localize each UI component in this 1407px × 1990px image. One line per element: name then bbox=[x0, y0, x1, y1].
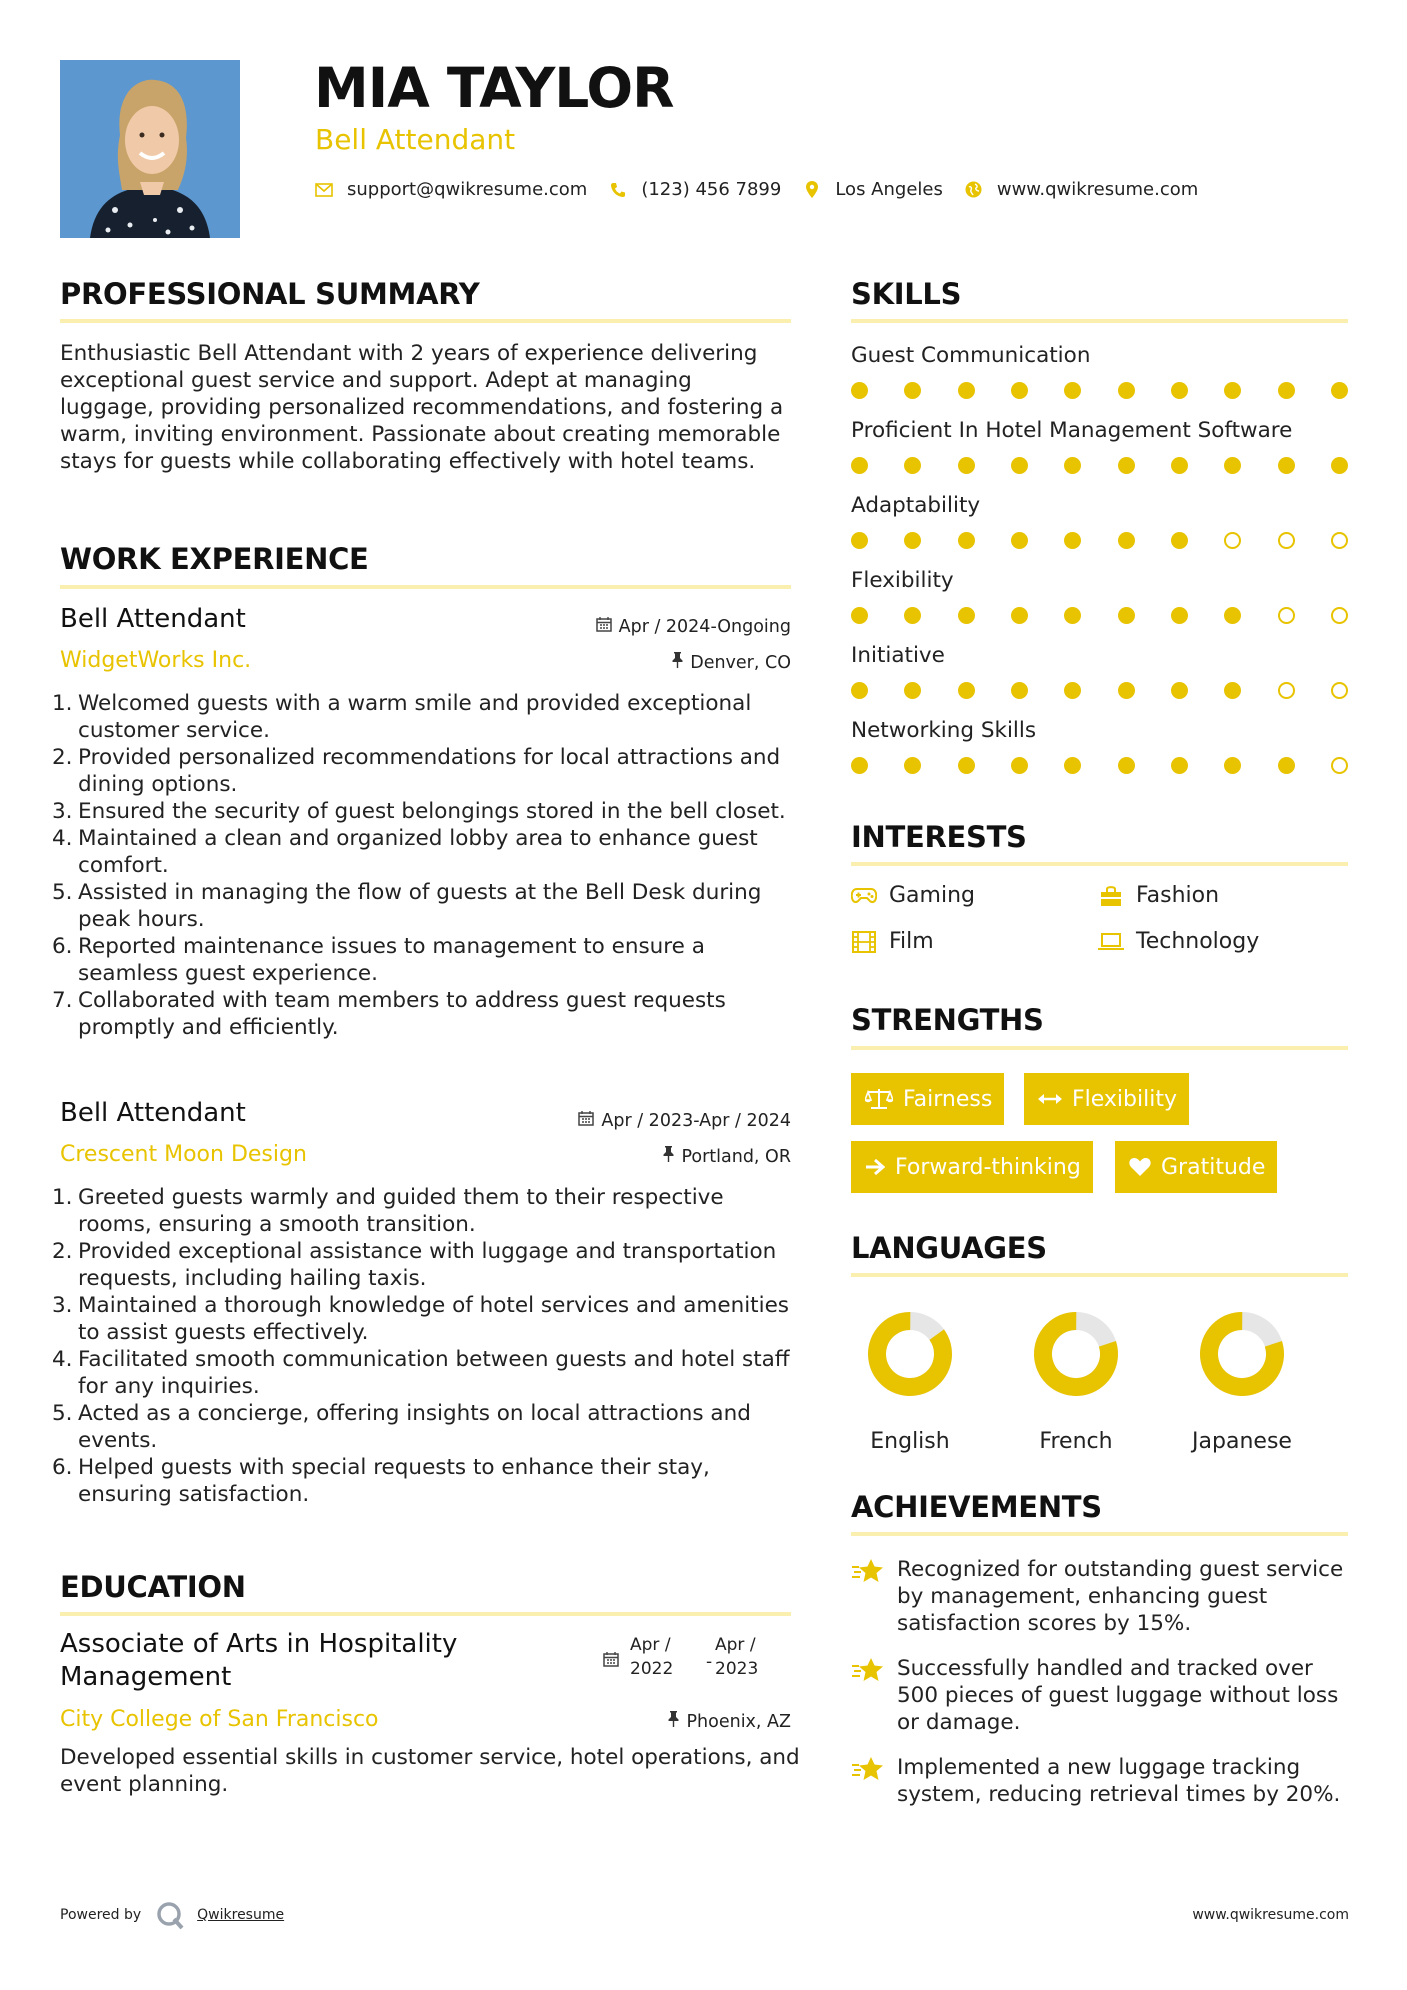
skill-rating bbox=[851, 682, 1348, 699]
rating-dot-filled bbox=[958, 532, 975, 549]
rating-dot-filled bbox=[958, 607, 975, 624]
strengths-heading: STRENGTHS bbox=[851, 1003, 1044, 1037]
rating-dot-empty bbox=[1278, 607, 1295, 624]
contact-phone[interactable] bbox=[609, 179, 781, 200]
job-title: Bell Attendant bbox=[60, 604, 246, 634]
job-date bbox=[596, 616, 791, 637]
contact-email[interactable] bbox=[315, 179, 587, 200]
rating-dot-filled bbox=[1171, 682, 1188, 699]
language-ring bbox=[1033, 1311, 1119, 1397]
rating-dot-filled bbox=[1118, 607, 1135, 624]
skill-name: Initiative bbox=[851, 643, 945, 668]
rating-dot-empty bbox=[1331, 532, 1348, 549]
job-title: Bell Attendant bbox=[60, 1098, 246, 1128]
rating-dot-filled bbox=[1224, 757, 1241, 774]
job-date-text: Apr / 2023-Apr / 2024 bbox=[601, 1110, 791, 1131]
rating-dot-filled bbox=[1171, 457, 1188, 474]
rating-dot-filled bbox=[1278, 382, 1295, 399]
rating-dot-filled bbox=[958, 682, 975, 699]
brand-link[interactable]: Qwikresume bbox=[197, 1907, 285, 1923]
arrows-horizontal-icon bbox=[1038, 1092, 1062, 1106]
profile-photo bbox=[60, 60, 240, 238]
job-company: WidgetWorks Inc. bbox=[60, 648, 252, 673]
phone-icon bbox=[609, 182, 627, 198]
job-location-text: Portland, OR bbox=[681, 1146, 791, 1167]
rating-dot-filled bbox=[904, 682, 921, 699]
contact-bar bbox=[315, 179, 1220, 200]
rating-dot-filled bbox=[904, 757, 921, 774]
rating-dot-filled bbox=[958, 757, 975, 774]
rating-dot-empty bbox=[1224, 532, 1241, 549]
rating-dot-filled bbox=[1331, 382, 1348, 399]
language-item bbox=[1001, 1311, 1151, 1454]
interests-heading: INTERESTS bbox=[851, 820, 1027, 854]
languages-rule bbox=[851, 1273, 1348, 1277]
date-separator: - bbox=[706, 1652, 713, 1672]
interest-gaming bbox=[851, 883, 975, 908]
rating-dot-filled bbox=[1064, 382, 1081, 399]
list-item: 7. Collaborated with team members to address guest requests promptly and efficiently. bbox=[52, 988, 726, 1040]
powered-by-label: Powered by bbox=[60, 1907, 142, 1923]
interest-film bbox=[851, 929, 934, 954]
job-date bbox=[578, 1110, 791, 1131]
rating-dot-filled bbox=[1278, 457, 1295, 474]
experience-heading: WORK EXPERIENCE bbox=[60, 542, 369, 576]
list-item: 1. Greeted guests warmly and guided them to their respective rooms, ensuring a smooth transition. bbox=[52, 1185, 724, 1237]
job-date-text: Apr / 2024-Ongoing bbox=[618, 616, 791, 637]
pushpin-icon bbox=[663, 1146, 674, 1167]
rating-dot-filled bbox=[851, 457, 868, 474]
map-pin-icon bbox=[803, 181, 821, 198]
language-item bbox=[835, 1311, 985, 1454]
rating-dot-filled bbox=[904, 382, 921, 399]
rating-dot-filled bbox=[851, 532, 868, 549]
rating-dot-filled bbox=[1278, 757, 1295, 774]
skill-rating bbox=[851, 382, 1348, 399]
rating-dot-filled bbox=[851, 382, 868, 399]
list-item: 3. Maintained a thorough knowledge of hotel services and amenities to assist guests effectively. bbox=[52, 1293, 790, 1345]
list-item: 2. Provided exceptional assistance with luggage and transportation requests, including hailing taxis. bbox=[52, 1239, 777, 1291]
achievement-item bbox=[851, 1556, 1351, 1637]
list-item: 2. Provided personalized recommendations for local attractions and dining options. bbox=[52, 745, 781, 797]
email-text: support@qwikresume.com bbox=[347, 179, 588, 200]
pushpin-icon bbox=[672, 652, 683, 673]
list-item: 4. Maintained a clean and organized lobby area to enhance guest comfort. bbox=[52, 826, 758, 878]
job-location bbox=[663, 1146, 791, 1167]
rating-dot-filled bbox=[1118, 382, 1135, 399]
calendar-icon bbox=[603, 1651, 619, 1671]
achievement-text: Recognized for outstanding guest service by management, enhancing guest satisfaction scores by 15%. bbox=[897, 1557, 1344, 1636]
job-location-text: Denver, CO bbox=[690, 652, 791, 673]
language-name: French bbox=[1039, 1429, 1113, 1454]
rating-dot-filled bbox=[904, 532, 921, 549]
language-item bbox=[1167, 1311, 1317, 1454]
skill-rating bbox=[851, 532, 1348, 549]
skill-name: Adaptability bbox=[851, 493, 981, 518]
language-ring bbox=[867, 1311, 953, 1397]
summary-rule bbox=[60, 319, 791, 323]
list-item: 4. Facilitated smooth communication between guests and hotel staff for any inquiries. bbox=[52, 1347, 790, 1399]
experience-rule bbox=[60, 585, 791, 589]
rating-dot-filled bbox=[1064, 757, 1081, 774]
rating-dot-empty bbox=[1331, 607, 1348, 624]
interest-label: Fashion bbox=[1136, 883, 1220, 908]
envelope-icon bbox=[315, 183, 333, 197]
rating-dot-filled bbox=[1118, 757, 1135, 774]
skill-rating bbox=[851, 607, 1348, 624]
rating-dot-filled bbox=[1331, 457, 1348, 474]
skill-rating bbox=[851, 757, 1348, 774]
rating-dot-empty bbox=[1331, 682, 1348, 699]
star-icon bbox=[851, 1655, 897, 1736]
list-item: 1. Welcomed guests with a warm smile and provided exceptional customer service. bbox=[52, 691, 752, 743]
rating-dot-filled bbox=[958, 382, 975, 399]
strength-label: Gratitude bbox=[1161, 1154, 1266, 1180]
rating-dot-filled bbox=[1224, 457, 1241, 474]
website-text: www.qwikresume.com bbox=[996, 179, 1199, 200]
arrow-right-icon bbox=[865, 1158, 885, 1176]
rating-dot-filled bbox=[1171, 382, 1188, 399]
education-heading: EDUCATION bbox=[60, 1570, 246, 1604]
school-location-text: Phoenix, AZ bbox=[686, 1711, 791, 1732]
languages-heading: LANGUAGES bbox=[851, 1231, 1047, 1265]
achievement-item bbox=[851, 1754, 1351, 1808]
contact-location bbox=[803, 179, 943, 200]
achievement-text: Successfully handled and tracked over 500 pieces of guest luggage without loss or damage. bbox=[897, 1656, 1339, 1735]
film-icon bbox=[851, 931, 877, 953]
rating-dot-filled bbox=[1011, 382, 1028, 399]
rating-dot-filled bbox=[904, 607, 921, 624]
phone-text: (123) 456 7899 bbox=[641, 179, 782, 200]
pushpin-icon bbox=[668, 1711, 679, 1732]
rating-dot-filled bbox=[958, 457, 975, 474]
footer-powered-by bbox=[60, 1900, 284, 1930]
skill-name: Flexibility bbox=[851, 568, 954, 593]
interests-rule bbox=[851, 862, 1348, 866]
candidate-role: Bell Attendant bbox=[315, 123, 516, 156]
strength-label: Flexibility bbox=[1072, 1086, 1177, 1112]
job-company: Crescent Moon Design bbox=[60, 1142, 307, 1167]
strength-label: Forward-thinking bbox=[895, 1154, 1081, 1180]
rating-dot-filled bbox=[1011, 607, 1028, 624]
strength-badge-fairness bbox=[851, 1073, 1004, 1125]
strengths-rule bbox=[851, 1046, 1348, 1050]
rating-dot-filled bbox=[1224, 607, 1241, 624]
qwikresume-logo-icon bbox=[155, 1900, 185, 1930]
calendar-icon bbox=[578, 1110, 594, 1131]
language-name: Japanese bbox=[1192, 1429, 1292, 1454]
bag-icon bbox=[1098, 885, 1124, 907]
strength-badge-gratitude bbox=[1115, 1141, 1277, 1193]
achievement-text: Implemented a new luggage tracking system, reducing retrieval times by 20%. bbox=[897, 1755, 1341, 1807]
rating-dot-filled bbox=[851, 682, 868, 699]
calendar-icon bbox=[596, 616, 612, 637]
skills-rule bbox=[851, 319, 1348, 323]
school-location bbox=[668, 1711, 791, 1732]
rating-dot-filled bbox=[1171, 607, 1188, 624]
rating-dot-filled bbox=[1064, 607, 1081, 624]
job-bullets bbox=[52, 690, 800, 1041]
rating-dot-empty bbox=[1278, 532, 1295, 549]
list-item: 6. Helped guests with special requests to enhance their stay, ensuring satisfaction. bbox=[52, 1455, 710, 1507]
rating-dot-filled bbox=[1011, 682, 1028, 699]
rating-dot-empty bbox=[1278, 682, 1295, 699]
rating-dot-filled bbox=[1011, 757, 1028, 774]
language-name: English bbox=[870, 1429, 950, 1454]
rating-dot-filled bbox=[1171, 532, 1188, 549]
skill-name: Proficient In Hotel Management Software bbox=[851, 418, 1293, 443]
skill-name: Guest Communication bbox=[851, 343, 1091, 368]
list-item: 3. Ensured the security of guest belongings stored in the bell closet. bbox=[52, 799, 786, 824]
rating-dot-filled bbox=[1064, 532, 1081, 549]
education-rule bbox=[60, 1612, 791, 1616]
edu-start-date: Apr / 2022 bbox=[630, 1635, 674, 1679]
skills-heading: SKILLS bbox=[851, 277, 962, 311]
globe-icon bbox=[965, 181, 983, 198]
achievements-rule bbox=[851, 1532, 1348, 1536]
rating-dot-filled bbox=[851, 757, 868, 774]
language-ring bbox=[1199, 1311, 1285, 1397]
rating-dot-filled bbox=[1171, 757, 1188, 774]
heart-icon bbox=[1129, 1157, 1151, 1177]
degree-title: Associate of Arts in Hospitality Management bbox=[60, 1629, 458, 1692]
rating-dot-filled bbox=[1064, 457, 1081, 474]
job-location bbox=[672, 652, 791, 673]
strength-label: Fairness bbox=[903, 1086, 993, 1112]
interest-label: Film bbox=[889, 929, 934, 954]
rating-dot-empty bbox=[1331, 757, 1348, 774]
skill-name: Networking Skills bbox=[851, 718, 1037, 743]
strength-badge-forward-thinking bbox=[851, 1141, 1093, 1193]
candidate-name: MIA TAYLOR bbox=[314, 56, 674, 120]
rating-dot-filled bbox=[1011, 532, 1028, 549]
rating-dot-filled bbox=[904, 457, 921, 474]
balance-scale-icon bbox=[865, 1088, 893, 1110]
location-text: Los Angeles bbox=[835, 179, 943, 200]
interest-technology bbox=[1098, 929, 1259, 954]
interest-fashion bbox=[1098, 883, 1219, 908]
rating-dot-filled bbox=[851, 607, 868, 624]
strength-badge-flexibility bbox=[1024, 1073, 1189, 1125]
list-item: 5. Acted as a concierge, offering insights on local attractions and events. bbox=[52, 1401, 751, 1453]
rating-dot-filled bbox=[1118, 532, 1135, 549]
achievements-heading: ACHIEVEMENTS bbox=[851, 1490, 1102, 1524]
list-item: 5. Assisted in managing the flow of guests at the Bell Desk during peak hours. bbox=[52, 880, 762, 932]
job-bullets bbox=[52, 1184, 800, 1508]
list-item: 6. Reported maintenance issues to management to ensure a seamless guest experience. bbox=[52, 934, 705, 986]
interest-label: Technology bbox=[1136, 929, 1260, 954]
school-name: City College of San Francisco bbox=[60, 1707, 379, 1732]
footer-website[interactable]: www.qwikresume.com bbox=[1192, 1907, 1349, 1923]
rating-dot-filled bbox=[1064, 682, 1081, 699]
achievement-item bbox=[851, 1655, 1351, 1736]
summary-text: Enthusiastic Bell Attendant with 2 years of experience delivering exceptional guest service and support. Adept at managing luggage, providing personalized recommendations, and fostering a warm, inviting environment. Passionate about creating memorable stays for guests while collaborating effectively with hotel teams. bbox=[60, 341, 784, 474]
laptop-icon bbox=[1098, 933, 1124, 951]
rating-dot-filled bbox=[1224, 682, 1241, 699]
rating-dot-filled bbox=[1224, 382, 1241, 399]
contact-website[interactable] bbox=[965, 179, 1198, 200]
education-description: Developed essential skills in customer service, hotel operations, and event planning. bbox=[60, 1745, 800, 1797]
interest-label: Gaming bbox=[889, 883, 975, 908]
rating-dot-filled bbox=[1011, 457, 1028, 474]
rating-dot-filled bbox=[1118, 457, 1135, 474]
star-icon bbox=[851, 1754, 897, 1808]
skill-rating bbox=[851, 457, 1348, 474]
gamepad-icon bbox=[851, 888, 877, 904]
rating-dot-filled bbox=[1118, 682, 1135, 699]
summary-heading: PROFESSIONAL SUMMARY bbox=[60, 277, 480, 311]
edu-end-date: Apr / 2023 bbox=[715, 1635, 759, 1679]
star-icon bbox=[851, 1556, 897, 1637]
